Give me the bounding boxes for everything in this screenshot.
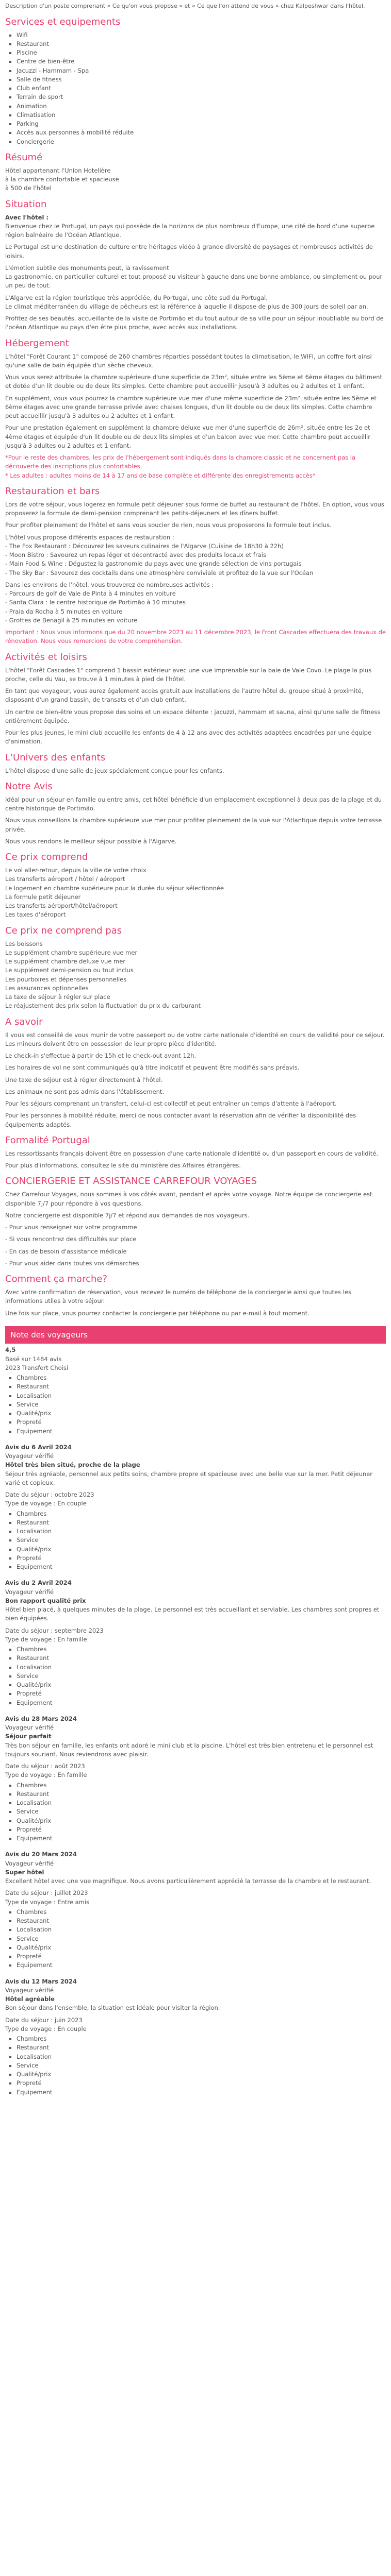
review <box>5 1977 386 2097</box>
a-savoir-paragraph: Les horaires de vol ne sont communiqués qu'à titre indicatif et peuvent être modifiés sans préavis. <box>5 1064 300 1072</box>
service-item: ▪ Accès aux personnes à mobilité réduite <box>17 128 386 137</box>
review-type: Type de voyage : En famille <box>5 1635 87 1643</box>
ce-prix-item: Les transferts aéroport/hôtel/aéroport <box>5 902 118 909</box>
category-item: ▪ Service <box>17 2061 386 2070</box>
service-item: ▪ Conciergerie <box>17 138 386 146</box>
ce-prix-title: Ce prix comprend <box>5 852 88 862</box>
category-item: ▪ Service <box>17 1536 386 1545</box>
review-categories <box>5 2035 386 2097</box>
activites-paragraph: Pour les plus jeunes, le mini club accueille les enfants de 4 à 12 ans avec des activités adaptées encadrées par une équipe d'animation. <box>5 729 372 745</box>
situation-paragraph: La gastronomie, en particulier culturel et tout proposé au visiteur à gauche dans une bonne ambiance, ou simplement ou pour un peu de tout. <box>5 273 383 290</box>
notre-avis-paragraph: Nous vous conseillons la chambre supérieure vue mer pour profiter pleinement de la vue sur l'Atlantique depuis votre terrasse privée. <box>5 817 382 833</box>
ce-prix-item: Les transferts aéroport / hôtel / aéroport <box>5 875 125 883</box>
category-item: ▪ Qualité/prix <box>17 2070 386 2079</box>
conciergerie-item: - Pour vous aider dans toutes vos démarches <box>5 1259 139 1267</box>
restauration-item: - Main Food & Wine : Dégustez la gastronomie du pays avec une grande sélection de vins portugais <box>5 560 302 568</box>
resume-line: à 500 de l'hôtel <box>5 184 52 192</box>
review <box>5 1579 386 1707</box>
review-title: Séjour parfait <box>5 1733 52 1740</box>
review-categories <box>5 1510 386 1572</box>
services-list <box>5 31 386 146</box>
restauration-after: Dans les environs de l'hôtel, vous trouverez de nombreuses activités : <box>5 581 214 588</box>
formalite-paragraph: Les ressortissants français doivent être en possession d'une carte nationale d'identité ou d'un passeport en cours de validité. <box>5 1149 379 1157</box>
situation-paragraph: L'Algarve est la région touristique très appréciée, du Portugal, une côte sud du Portugal. <box>5 294 268 301</box>
restauration-item: - Moon Bistro : Savourez un repas léger et décontracté avec des produits locaux et frais <box>5 551 266 558</box>
situation-paragraph: Le climat méditerranéen du village de pêcheurs est la référence à laquelle il dispose de plus de 300 jours de soleil par an. <box>5 302 368 310</box>
review-text: Excellent hôtel avec une vue magnifique. Nous avons particulièrement apprécié la terrasse de la chambre et le restaurant. <box>5 1877 371 1885</box>
conciergerie-title: CONCIERGERIE ET ASSISTANCE CARREFOUR VOYAGES <box>5 1176 257 1187</box>
review-categories <box>5 1908 386 1970</box>
review-title: Super hôtel <box>5 1868 44 1876</box>
category-item: ▪ Chambres <box>17 1781 386 1790</box>
category-item: ▪ Restaurant <box>17 1518 386 1527</box>
category-item: ▪ Restaurant <box>17 2043 386 2052</box>
ne-comprend-item: Le réajustement des prix selon la fluctuation du prix du carburant <box>5 1002 201 1010</box>
category-item: ▪ Localisation <box>17 1663 386 1672</box>
conciergerie-item: - Si vous rencontrez des difficultés sur place <box>5 1235 137 1243</box>
ne-comprend-item: Le supplément demi-pension ou tout inclus <box>5 967 134 974</box>
univers-paragraph: L'hôtel dispose d'une salle de jeux spécialement conçue pour les enfants. <box>5 767 224 774</box>
review-text: Hôtel bien placé, à quelques minutes de la plage. Le personnel est très accueillant et serviable. Les chambres sont propres et bien équipées. <box>5 1606 380 1622</box>
category-item: ▪ Equipement <box>17 1563 386 1571</box>
restauration-paragraph: Pour profiter pleinement de l'hôtel et sans vous soucier de rien, nous vous proposerons la formule tout inclus. <box>5 521 332 529</box>
hebergement-paragraph: Pour une prestation également en supplément la chambre deluxe vue mer d'une superficie de 26m², située entre les 2e et 4ème étages et équipée d'un lit double ou de deux lits simples et d'un balcon avec vue mer. Cette chambre peut accueillir jusqu'à 3 adultes ou 2 adultes et 1 enfant. <box>5 424 370 449</box>
service-item: ▪ Salle de fitness <box>17 75 386 84</box>
ne-comprend-item: Les assurances optionnelles <box>5 984 89 992</box>
restauration-item: - The Fox Restaurant : Découvrez les saveurs culinaires de l'Algarve (Cuisine de 18h30 à 22h) <box>5 542 284 550</box>
activites-paragraph: Un centre de bien-être vous propose des soins et un espace détente : jacuzzi, hammam et sauna, ainsi qu'une salle de fitness entièrement équipée. <box>5 708 381 724</box>
conciergerie-item: - Pour vous renseigner sur votre programme <box>5 1224 137 1231</box>
notes-categories <box>5 1374 386 1436</box>
a-savoir-paragraph: Pour les personnes à mobilité réduite, merci de nous contacter avant la réservation afin de vérifier la disponibilité des équipements adaptés. <box>5 1112 356 1128</box>
category-item: ▪ Localisation <box>17 1799 386 1807</box>
activites-title: Activités et loisirs <box>5 651 87 663</box>
ce-prix-item: Les taxes d'aéroport <box>5 911 66 919</box>
category-item: ▪ Localisation <box>17 1392 386 1400</box>
comment-paragraph: Avec votre confirmation de réservation, vous recevez le numéro de téléphone de la conciergerie ainsi que toutes les informations utiles à votre séjour. <box>5 1289 352 1305</box>
review-author: Avis du 28 Mars 2024 <box>5 1715 77 1722</box>
service-item: ▪ Restaurant <box>17 40 386 48</box>
formalite-paragraph: Pour plus d'informations, consultez le site du ministère des Affaires étrangères. <box>5 1162 241 1169</box>
review <box>5 1715 386 1843</box>
service-item: ▪ Parking <box>17 120 386 128</box>
ne-comprend-item: Le supplément chambre deluxe vue mer <box>5 958 126 965</box>
category-item: ▪ Service <box>17 1400 386 1409</box>
notes-subtitle: 2023 Transfert Choisi <box>5 1364 69 1371</box>
ne-comprend-title: Ce prix ne comprend pas <box>5 925 122 936</box>
situation-paragraph: Le Portugal est une destination de culture entre héritages vidéo à grande diversité de paysages et nombreuses activités de loisirs. <box>5 243 373 260</box>
services-title: Services et equipements <box>5 16 121 27</box>
category-item: ▪ Restaurant <box>17 1790 386 1799</box>
review-categories <box>5 1781 386 1843</box>
review-date: Date du séjour : septembre 2023 <box>5 1626 104 1634</box>
notre-avis-paragraph: Idéal pour un séjour en famille ou entre amis, cet hôtel bénéficie d'un emplacement exceptionnel à deux pas de la plage et du centre historique de Portimão. <box>5 795 382 812</box>
environs-item: - Parcours de golf de Vale de Pinta à 4 minutes en voiture <box>5 590 176 597</box>
ne-comprend-item: Les pourboires et dépenses personnelles <box>5 975 127 983</box>
service-item: ▪ Jacuzzi - Hammam - Spa <box>17 66 386 75</box>
review-title: Bon rapport qualité prix <box>5 1597 86 1604</box>
review-verified: Voyageur vérifié <box>5 1859 54 1867</box>
hebergement-note: * Les adultes : adultes moins de 14 à 17 ans de base complète et différente des enregistrements accès* <box>5 471 316 479</box>
category-item: ▪ Propreté <box>17 1952 386 1961</box>
review-type: Type de voyage : En famille <box>5 1771 87 1779</box>
activites-paragraph: En tant que voyageur, vous aurez également accès gratuit aux installations de l'autre hôtel du groupe situé à proximité, disposant d'un grand bassin, de transats et d'un club enfant. <box>5 687 364 704</box>
a-savoir-paragraph: Une taxe de séjour est à régler directement à l'hôtel. <box>5 1076 163 1083</box>
ne-comprend-item: Le supplément chambre supérieure vue mer <box>5 948 138 956</box>
review-date: Date du séjour : août 2023 <box>5 1762 85 1770</box>
hebergement-paragraph: Vous vous serez attribuée la chambre supérieure d'une superficie de 23m², située entre les 5ème et 6ème étages du bâtiment et dotée d'un lit double ou de deux lits simples. Cette chambre peut accueillir jusqu'à 3 adultes ou 2 adultes et 1 enfant. <box>5 374 382 390</box>
category-item: ▪ Restaurant <box>17 1654 386 1663</box>
comment-title: Comment ça marche? <box>5 1274 108 1284</box>
review-type: Type de voyage : Entre amis <box>5 1898 90 1906</box>
category-item: ▪ Localisation <box>17 1925 386 1934</box>
category-item: ▪ Propreté <box>17 1554 386 1563</box>
a-savoir-title: A savoir <box>5 1016 43 1027</box>
service-item: ▪ Club enfant <box>17 84 386 93</box>
review-date: Date du séjour : octobre 2023 <box>5 1491 94 1498</box>
conciergerie-item: - En cas de besoin d'assistance médicale <box>5 1247 127 1255</box>
review-author: Avis du 20 Mars 2024 <box>5 1851 77 1858</box>
service-item: ▪ Climatisation <box>17 111 386 120</box>
review-verified: Voyageur vérifié <box>5 1986 54 1994</box>
category-item: ▪ Qualité/prix <box>17 1409 386 1418</box>
service-item: ▪ Animation <box>17 102 386 111</box>
notre-avis-title: Notre Avis <box>5 781 53 792</box>
category-item: ▪ Chambres <box>17 2035 386 2043</box>
review-type: Type de voyage : En couple <box>5 1500 87 1507</box>
review-verified: Voyageur vérifié <box>5 1588 54 1596</box>
review-title: Hôtel agréable <box>5 1995 55 2003</box>
situation-title: Situation <box>5 198 47 210</box>
category-item: ▪ Qualité/prix <box>17 1681 386 1689</box>
resume-line: Hôtel appartenant l'Union Hotelière <box>5 166 111 174</box>
ne-comprend-item: Les boissons <box>5 940 43 947</box>
service-item: ▪ Terrain de sport <box>17 93 386 101</box>
hebergement-paragraph: L'hôtel "Forêt Courant 1" composé de 260 chambres réparties possédant toutes la climatisation, le WIFI, un coffre fort ainsi qu'une salle de bain équipée d'un sèche cheveux. <box>5 352 372 369</box>
situation-paragraph: Bienvenue chez le Portugal, un pays qui possède de la horizons de plus nombreux d'Europe, une cité de bord d'une superbe région balnéaire de l'Océan Atlantique. <box>5 222 375 239</box>
review-title: Hôtel très bien situé, proche de la plage <box>5 1461 140 1469</box>
category-item: ▪ Chambres <box>17 1510 386 1518</box>
review <box>5 1850 386 1970</box>
category-item: ▪ Localisation <box>17 2053 386 2061</box>
environs-item: - Praia da Rocha à 5 minutes en voiture <box>5 607 123 615</box>
restauration-note: Important : Nous vous informons que du 20 novembre 2023 au 11 décembre 2023, le Front Cascades effectuera des travaux de rénovation. Nous vous remercions de votre compréhension. <box>5 629 386 645</box>
resume-title: Résumé <box>5 151 43 163</box>
category-item: ▪ Chambres <box>17 1908 386 1917</box>
a-savoir-paragraph: Le check-in s'effectue à partir de 15h et le check-out avant 12h. <box>5 1052 197 1059</box>
review-author: Avis du 12 Mars 2024 <box>5 1977 77 1985</box>
review-date: Date du séjour : juillet 2023 <box>5 1889 88 1897</box>
restauration-item: - The Sky Bar : Savourez des cocktails dans une atmosphère conviviale et profitez de la vue sur l'Océan <box>5 569 314 577</box>
a-savoir-paragraph: Les animaux ne sont pas admis dans l'établissement. <box>5 1088 165 1095</box>
category-item: ▪ Restaurant <box>17 1382 386 1391</box>
a-savoir-paragraph: Il vous est conseillé de vous munir de votre passeport ou de votre carte nationale d'identité en cours de validité pour ce séjour. Les mineurs doivent être en possession de leur propre pièce d'identité. <box>5 1031 385 1047</box>
formalite-title: Formalité Portugal <box>5 1134 90 1146</box>
notes-header <box>5 1326 386 1344</box>
category-item: ▪ Equipement <box>17 2088 386 2097</box>
a-savoir-paragraph: Pour les séjours comprenant un transfert, celui-ci est collectif et peut entraîner un temps d'attente à l'aéroport. <box>5 1100 337 1107</box>
situation-subtitle: Avec l'hôtel : <box>5 213 48 221</box>
ce-prix-item: Le logement en chambre supérieure pour la durée du séjour sélectionnée <box>5 884 224 892</box>
category-item: ▪ Service <box>17 1935 386 1943</box>
notes-score: 4,5 <box>5 1346 16 1354</box>
category-item: ▪ Propreté <box>17 1418 386 1427</box>
category-item: ▪ Equipement <box>17 1427 386 1436</box>
category-item: ▪ Propreté <box>17 2079 386 2088</box>
category-item: ▪ Propreté <box>17 1689 386 1698</box>
univers-title: L'Univers des enfants <box>5 752 106 763</box>
review-author: Avis du 2 Avril 2024 <box>5 1579 72 1587</box>
hebergement-note: *Pour le reste des chambres, les prix de l'hébergement sont indiqués dans la chambre classic et ne concernent pas la découverte des inscriptions plus confortables. <box>5 454 356 470</box>
category-item: ▪ Qualité/prix <box>17 1817 386 1825</box>
category-item: ▪ Equipement <box>17 1834 386 1843</box>
restauration-paragraph: Lors de votre séjour, vous logerez en formule petit déjeuner sous forme de buffet au restaurant de l'hôtel. En option, vous vous proposerez la formule de demi-pension comprenant les petits-déjeuners et les dîners buffet. <box>5 500 384 517</box>
category-item: ▪ Chambres <box>17 1374 386 1382</box>
category-item: ▪ Service <box>17 1807 386 1816</box>
environs-item: - Santa Clara : le centre historique de Portimão à 10 minutes <box>5 599 186 606</box>
category-item: ▪ Qualité/prix <box>17 1943 386 1952</box>
ce-prix-item: La formule petit déjeuner <box>5 893 81 901</box>
service-item: ▪ Piscine <box>17 48 386 57</box>
notre-avis-paragraph: Nous vous rendons le meilleur séjour possible à l'Algarve. <box>5 837 177 845</box>
hebergement-title: Hébergement <box>5 337 69 349</box>
review-text: Très bon séjour en famille, les enfants ont adoré le mini club et la piscine. L'hôtel est très bien entretenu et le personnel est toujours souriant. Nous reviendrons avec plaisir. <box>5 1741 373 1758</box>
restauration-title: Restauration et bars <box>5 485 100 497</box>
activites-paragraph: L'hôtel "Forêt Cascades 1" comprend 1 bassin extérieur avec une vue imprenable sur la baie de Vale Covo. Le plage la plus proche, celle du Vau, se trouve à 1 minutes à pied de l'hôtel. <box>5 666 372 683</box>
category-item: ▪ Qualité/prix <box>17 1545 386 1554</box>
category-item: ▪ Restaurant <box>17 1917 386 1925</box>
category-item: ▪ Service <box>17 1672 386 1681</box>
review-categories <box>5 1645 386 1707</box>
conciergerie-paragraph: Chez Carrefour Voyages, nous sommes à vos côtés avant, pendant et après votre voyage. Notre équipe de conciergerie est disponible 7j/7 pour répondre à vos questions. <box>5 1191 372 1207</box>
comment-paragraph: Une fois sur place, vous pourrez contacter la conciergerie par téléphone ou par e-mail à tout moment. <box>5 1309 309 1317</box>
ce-prix-item: Le vol aller-retour, depuis la ville de votre choix <box>5 867 146 874</box>
restauration-paragraph: L'hôtel vous propose différents espaces de restauration : <box>5 533 174 541</box>
review <box>5 1443 386 1572</box>
service-item: ▪ Wifi <box>17 31 386 40</box>
review-text: Séjour très agréable, personnel aux petits soins, chambre propre et spacieuse avec une belle vue sur la mer. Petit déjeuner varié et copieux. <box>5 1470 373 1486</box>
category-item: ▪ Propreté <box>17 1825 386 1834</box>
review-verified: Voyageur vérifié <box>5 1724 54 1731</box>
notes-count: Basé sur 1484 avis <box>5 1355 62 1363</box>
category-item: ▪ Localisation <box>17 1527 386 1536</box>
review-text: Bon séjour dans l'ensemble, la situation est idéale pour visiter la région. <box>5 2004 220 2012</box>
resume-line: à la chambre confortable et spacieuse <box>5 176 119 183</box>
service-item: ▪ Centre de bien-être <box>17 57 386 66</box>
hebergement-paragraph: En supplément, vous vous pourrez la chambre supérieure vue mer d'une même superficie de 23m², située entre les 5ème et 6ème étages avec une grande terrasse privée avec chaises longues, d'un lit double ou de deux lits simples. Cette chambre peut accueillir jusqu'à 3 adultes ou 2 adultes et 1 enfant. <box>5 394 377 419</box>
ne-comprend-item: La taxe de séjour à régler sur place <box>5 993 110 1001</box>
situation-paragraph: Profitez de ses beautés, accueillante de la visite de Portimão et du tout autour de sa ville pour un séjour inoubliable au bord de l'océan Atlantique au pays d'en être plus proche, avec accès aux installations. <box>5 315 384 331</box>
notes-title: Note des voyageurs <box>10 1330 88 1340</box>
review-type: Type de voyage : En couple <box>5 2025 87 2032</box>
category-item: ▪ Chambres <box>17 1645 386 1654</box>
environs-item: - Grottes de Benagil à 25 minutes en voiture <box>5 616 138 624</box>
conciergerie-paragraph: Notre conciergerie est disponible 7j/7 et répond aux demandes de nos voyageurs. <box>5 1211 250 1219</box>
review-author: Avis du 6 Avril 2024 <box>5 1443 72 1451</box>
review-date: Date du séjour : juin 2023 <box>5 2016 83 2024</box>
situation-paragraph: L'émotion subtile des monuments peut, la ravissement <box>5 264 169 272</box>
category-item: ▪ Equipement <box>17 1961 386 1970</box>
category-item: ▪ Equipement <box>17 1699 386 1707</box>
intro-text: Description d'un poste comprenant « Ce qu'on vous propose » et « Ce que l'on attend de vous » chez Kalpeshwar dans l'hôtel. <box>5 3 365 9</box>
review-verified: Voyageur vérifié <box>5 1452 54 1460</box>
